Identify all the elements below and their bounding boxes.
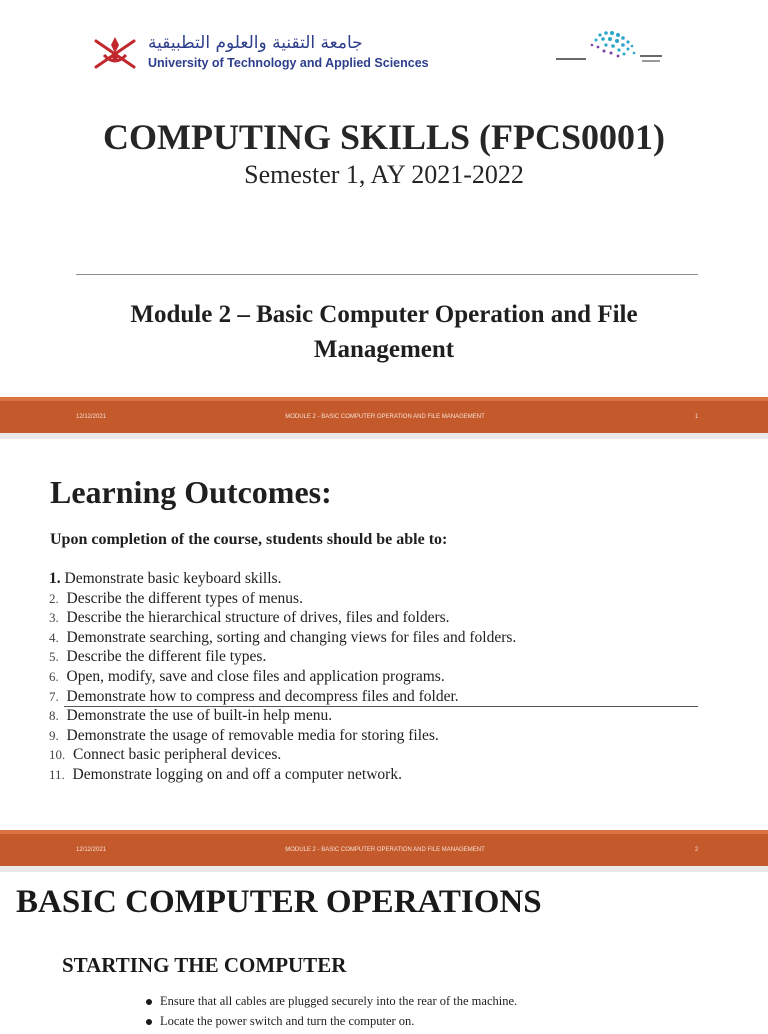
footer-date: 12/12/2021 — [76, 414, 107, 420]
oman-emblem-icon — [90, 33, 140, 73]
module-title-line-2: Management — [313, 336, 455, 363]
slide-gap — [0, 433, 768, 439]
list-item — [49, 609, 516, 629]
module-title — [70, 297, 698, 367]
list-item — [49, 766, 516, 786]
list-item-text: Describe the different types of menus. — [66, 589, 303, 607]
slide-gap — [0, 866, 768, 872]
bullet-icon — [146, 999, 152, 1005]
list-item-text: Demonstrate how to compress and decompress files and folder. — [66, 687, 459, 705]
footer-page-number: 2 — [695, 847, 699, 853]
slide-1-footer — [0, 397, 768, 433]
list-item-text: Describe the different file types. — [66, 648, 267, 666]
list-item — [49, 590, 516, 610]
module-title-line-1: Module 2 – Basic Computer Operation and File — [130, 301, 638, 328]
slide-1 — [0, 0, 768, 397]
footer-page-number: 1 — [695, 414, 699, 420]
footer-date: 12/12/2021 — [76, 847, 107, 853]
section-title: BASIC COMPUTER OPERATIONS — [16, 884, 542, 920]
learning-outcomes-title: Learning Outcomes: — [50, 474, 332, 510]
list-item-text: Demonstrate basic keyboard skills. — [64, 570, 282, 587]
bullet-icon — [146, 1019, 152, 1025]
course-title: COMPUTING SKILLS (FPCS0001) — [102, 117, 666, 157]
list-item-text: Describe the hierarchical structure of drives, files and folders. — [66, 609, 450, 627]
slide-2-footer — [0, 830, 768, 866]
section-subtitle: STARTING THE COMPUTER — [62, 953, 347, 977]
list-item — [146, 994, 517, 1014]
list-item — [49, 707, 516, 727]
list-item-number: 3. — [49, 610, 59, 626]
list-item — [49, 648, 516, 668]
list-item-text: Demonstrate the usage of removable media for storing files. — [66, 726, 439, 744]
list-item-number: 11. — [49, 766, 65, 782]
list-item-text: Ensure that all cables are plugged securely into the rear of the machine. — [160, 994, 518, 1008]
list-item-number: 6. — [49, 668, 59, 684]
university-name-english: University of Technology and Applied Sciences — [148, 56, 429, 70]
outcome-underline — [64, 706, 698, 707]
list-item-text: Demonstrate the use of built-in help menu. — [66, 707, 333, 725]
learning-outcomes-intro: Upon completion of the course, students should be able to: — [50, 531, 448, 548]
list-item-text: Open, modify, save and close files and application programs. — [66, 667, 445, 685]
university-logo — [90, 33, 429, 73]
list-item-number: 8. — [49, 708, 59, 724]
bullet-list — [146, 994, 517, 1034]
list-item — [49, 746, 516, 766]
list-item — [49, 688, 516, 708]
list-item-number: 10. — [49, 747, 66, 763]
list-item-number: 7. — [49, 688, 59, 704]
semester-subtitle: Semester 1, AY 2021-2022 — [244, 160, 524, 189]
footer-title: MODULE 2 - BASIC COMPUTER OPERATION AND FILE MANAGEMENT — [285, 414, 485, 420]
list-item-number: 4. — [49, 629, 59, 645]
list-item — [49, 629, 516, 649]
list-item — [49, 727, 516, 747]
list-item-number: 2. — [49, 590, 59, 606]
list-item — [49, 570, 516, 590]
list-item-number: 1. — [49, 570, 61, 587]
list-item-text: Connect basic peripheral devices. — [73, 746, 282, 764]
list-item-number: 9. — [49, 727, 59, 743]
list-item-text: Demonstrate searching, sorting and changing views for files and folders. — [66, 628, 517, 646]
list-item-text: Locate the power switch and turn the computer on. — [160, 1014, 415, 1028]
learning-outcomes-list — [49, 570, 516, 786]
list-item — [146, 1014, 517, 1034]
list-item-text: Demonstrate logging on and off a computer network. — [72, 765, 402, 783]
list-item-number: 5. — [49, 649, 59, 665]
list-item — [49, 668, 516, 688]
footer-title: MODULE 2 - BASIC COMPUTER OPERATION AND FILE MANAGEMENT — [285, 847, 485, 853]
divider-line — [76, 274, 698, 275]
ministry-logo-icon — [548, 25, 668, 73]
university-name-arabic: جامعة التقنية والعلوم التطبيقية — [148, 33, 363, 53]
